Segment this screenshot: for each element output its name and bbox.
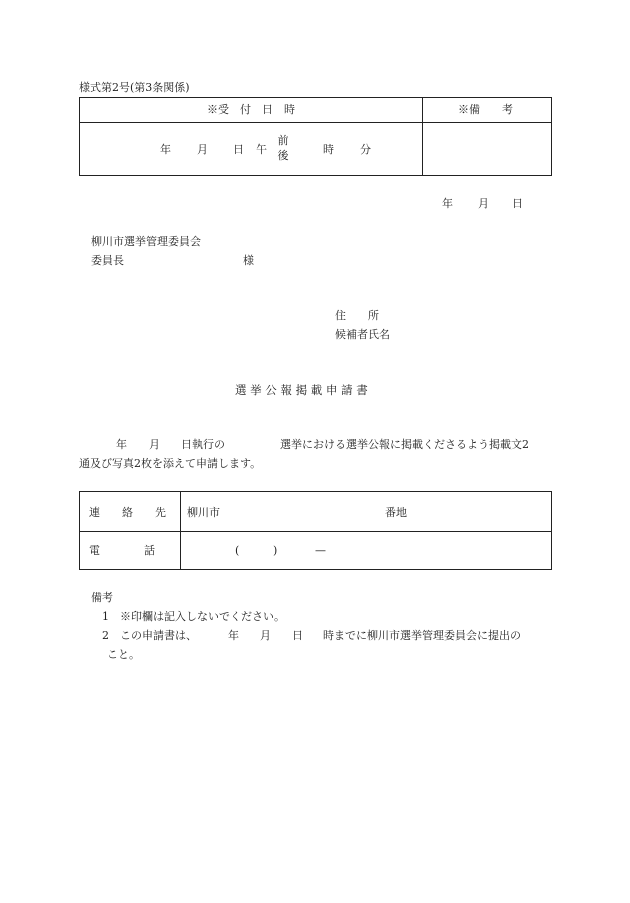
form-number: 様式第2号(第3条関係): [79, 81, 190, 94]
receipt-datetime-header: ※受 付 日 時: [207, 103, 295, 116]
addressee-title: 委員長: [91, 254, 124, 267]
note-2-number: 2: [102, 629, 109, 642]
receipt-month-label: 月: [197, 143, 208, 156]
note-2-text-a: この申請書は、: [120, 629, 197, 642]
body-year-label: 年: [116, 438, 127, 451]
receipt-noon-label: 午: [256, 143, 267, 156]
note-2-text-b: 時までに柳川市選挙管理委員会に提出の: [323, 629, 521, 642]
contact-table-column-divider: [180, 491, 181, 570]
receipt-hour-label: 時: [323, 143, 334, 156]
reception-table-divider: [79, 122, 552, 123]
receipt-day-label: 日: [233, 143, 244, 156]
note-2-text-c: こと。: [107, 648, 140, 661]
note-2-month: 月: [260, 629, 271, 642]
addressee-honorific: 様: [243, 254, 254, 267]
body-month-label: 月: [149, 438, 160, 451]
phone-close-paren: ): [273, 544, 278, 557]
date-year-label: 年: [442, 197, 453, 210]
note-2-year: 年: [228, 629, 239, 642]
note-1-text: ※印欄は記入しないでください。: [120, 610, 285, 623]
note-2-day: 日: [292, 629, 303, 642]
note-1-number: 1: [102, 610, 109, 623]
applicant-name-label: 候補者氏名: [335, 328, 390, 341]
receipt-minute-label: 分: [360, 143, 371, 156]
phone-label: 電 話: [89, 544, 155, 557]
date-day-label: 日: [512, 197, 523, 210]
notes-heading: 備考: [91, 591, 113, 604]
document-title: 選 挙 公 報 掲 載 申 請 書: [235, 383, 368, 397]
date-month-label: 月: [478, 197, 489, 210]
am-label: 前: [277, 134, 289, 147]
contact-label: 連 絡 先: [89, 506, 166, 519]
remarks-header: ※備 考: [458, 103, 513, 116]
phone-open-paren: (: [235, 544, 240, 557]
contact-city: 柳川市: [187, 506, 220, 519]
body-line-1: 選挙における選挙公報に掲載くださるよう掲載文2: [280, 438, 529, 451]
receipt-year-label: 年: [160, 143, 171, 156]
contact-table-divider: [79, 531, 552, 532]
am-pm-selector: [276, 134, 290, 164]
applicant-address-label: 住 所: [335, 309, 379, 322]
reception-table-column-divider: [422, 97, 423, 176]
body-line-2: 通及び写真2枚を添えて申請します。: [79, 457, 262, 470]
body-exec-day: 日執行の: [181, 438, 225, 451]
phone-dash: —: [315, 544, 326, 557]
contact-address-suffix: 番地: [385, 506, 407, 519]
pm-label: 後: [277, 148, 289, 162]
addressee-organization: 柳川市選挙管理委員会: [91, 235, 201, 248]
